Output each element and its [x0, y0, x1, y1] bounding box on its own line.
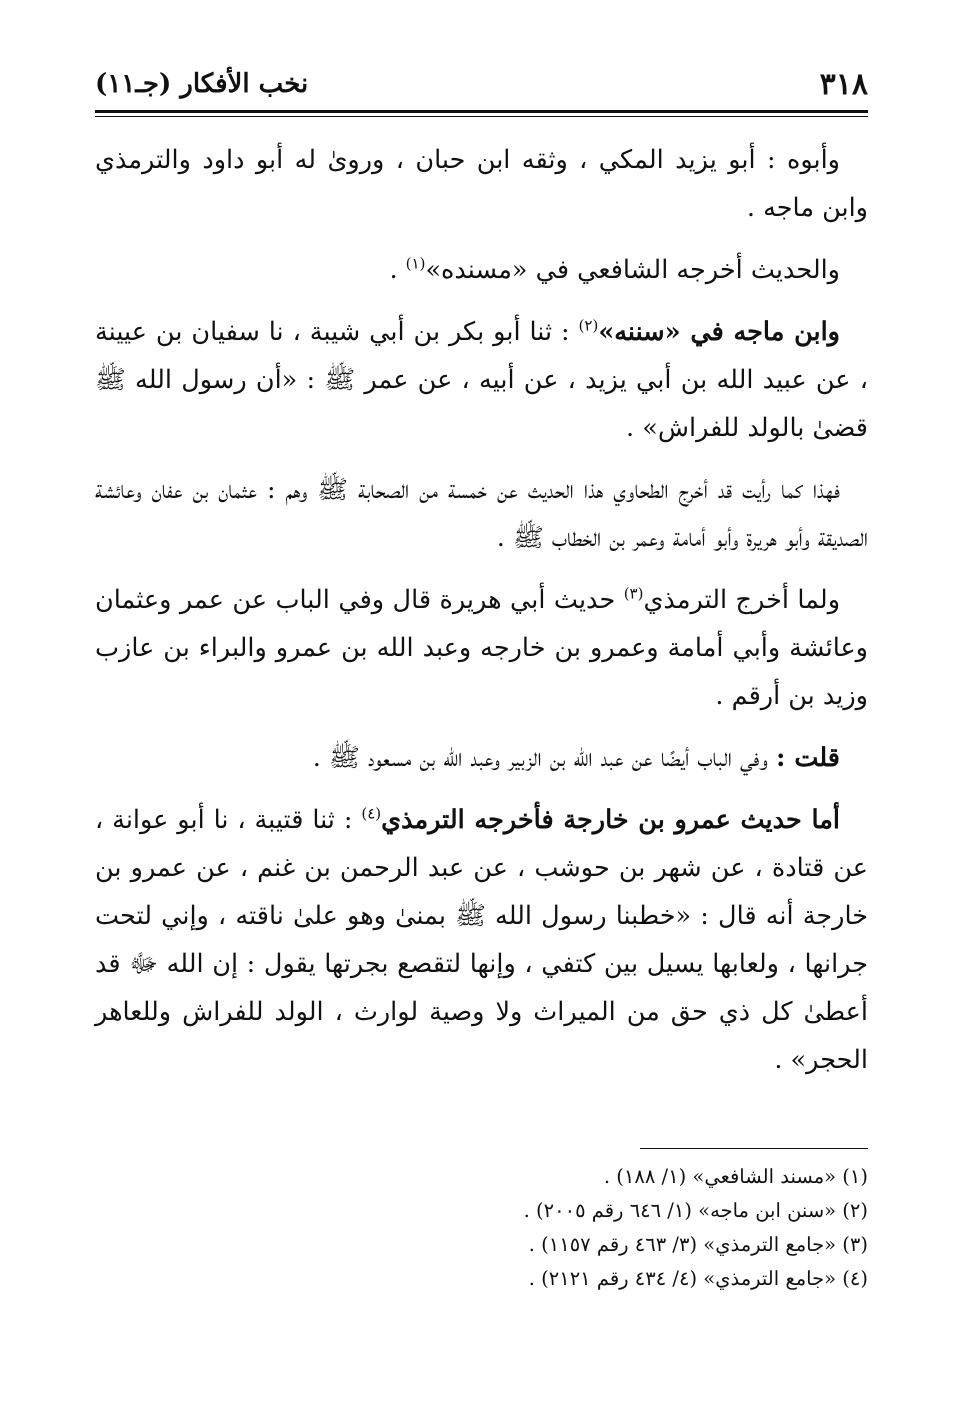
- paragraph: [95, 466, 868, 562]
- paragraph-text: فهذا كما رأيت قد أخرج الطحاوي هذا الحديث عن خمسة من الصحابة ﷺ وهم : عثمان بن عفان وعائشة الصديقة وأبو هريرة وأبو أمامة وعمر بن الخطاب ﷺ .: [95, 475, 868, 553]
- paragraph: [95, 734, 868, 782]
- footnote-separator: [640, 1148, 868, 1149]
- header-rule-thick: [95, 110, 868, 113]
- paragraph-text: حديث أبي هريرة قال وفي الباب عن عمر وعثمان وعائشة وأبي أمامة وعمرو بن خارجه وعبد الله بن عمرو والبراء بن عازب وزيد بن أرقم .: [95, 585, 868, 711]
- paragraph-text: : ثنا قتيبة ، نا أبو عوانة ، عن قتادة ، عن شهر بن حوشب ، عن عبد الرحمن بن غنم ، عن عمرو بن خارجة أنه قال : «خطبنا رسول الله ﷺ بمنىٰ وهو علىٰ ناقته ، وإني لتحت جرانها ، ولعابها يسيل بين كتفي ، وإنها لتقصع بجرتها يقول : إن الله ﷻ قد أعطىٰ كل ذي حق من الميراث ولا وصية لوارث ، الولد للفراش وللعاهر الحجر» .: [95, 805, 868, 1075]
- paragraph: [95, 136, 868, 232]
- paragraph-text: ولما أخرج الترمذي: [643, 585, 841, 615]
- footnote: (٢) «سنن ابن ماجه» (١/ ٦٤٦ رقم ٢٠٠٥) .: [523, 1199, 868, 1222]
- footnote: (٣) «جامع الترمذي» (٣/ ٤٦٣ رقم ١١٥٧) .: [528, 1233, 868, 1256]
- book-title: نخب الأفكار (جـ١١): [95, 69, 309, 99]
- header-rule-thin: [95, 116, 868, 117]
- paragraph-text: : ثنا أبو بكر بن أبي شيبة ، نا سفيان بن عيينة ، عن عبيد الله بن أبي يزيد ، عن أبيه ، عن عمر ﷺ : «أن رسول الله ﷺ قضىٰ بالولد للفراش» .: [95, 317, 868, 443]
- footnotes: [95, 1160, 868, 1296]
- paragraph: [95, 576, 868, 720]
- footnote-ref: (٤): [361, 804, 382, 823]
- page-header: [95, 62, 868, 106]
- footnote-ref: (٣): [623, 584, 644, 603]
- paragraph-text: .: [389, 255, 406, 285]
- paragraph-text: وفي الباب أيضًا عن عبد الله بن الزبير وعبد الله بن مسعود ﷺ .: [312, 743, 777, 773]
- main-text: [95, 136, 868, 1098]
- footnote: (١) «مسند الشافعي» (١/ ١٨٨) .: [603, 1165, 868, 1188]
- footnote-ref: (١): [405, 254, 426, 273]
- page-number: ٣١٨: [819, 66, 868, 102]
- paragraph-bold-lead: قلت :: [776, 743, 840, 773]
- paragraph-text: وأبوه : أبو يزيد المكي ، وثقه ابن حبان ، وروىٰ له أبو داود والترمذي وابن ماجه .: [95, 145, 868, 223]
- footnote: (٤) «جامع الترمذي» (٤/ ٤٣٤ رقم ٢١٢١) .: [528, 1267, 868, 1290]
- paragraph-bold-lead: وابن ماجه في «سننه»: [598, 317, 840, 347]
- paragraph-text: والحديث أخرجه الشافعي في «مسنده»: [425, 255, 840, 285]
- paragraph: [95, 308, 868, 452]
- footnote-ref: (٢): [578, 316, 599, 335]
- paragraph: [95, 246, 868, 294]
- paragraph-bold-lead: أما حديث عمرو بن خارجة فأخرجه الترمذي: [381, 805, 840, 835]
- paragraph: [95, 796, 868, 1084]
